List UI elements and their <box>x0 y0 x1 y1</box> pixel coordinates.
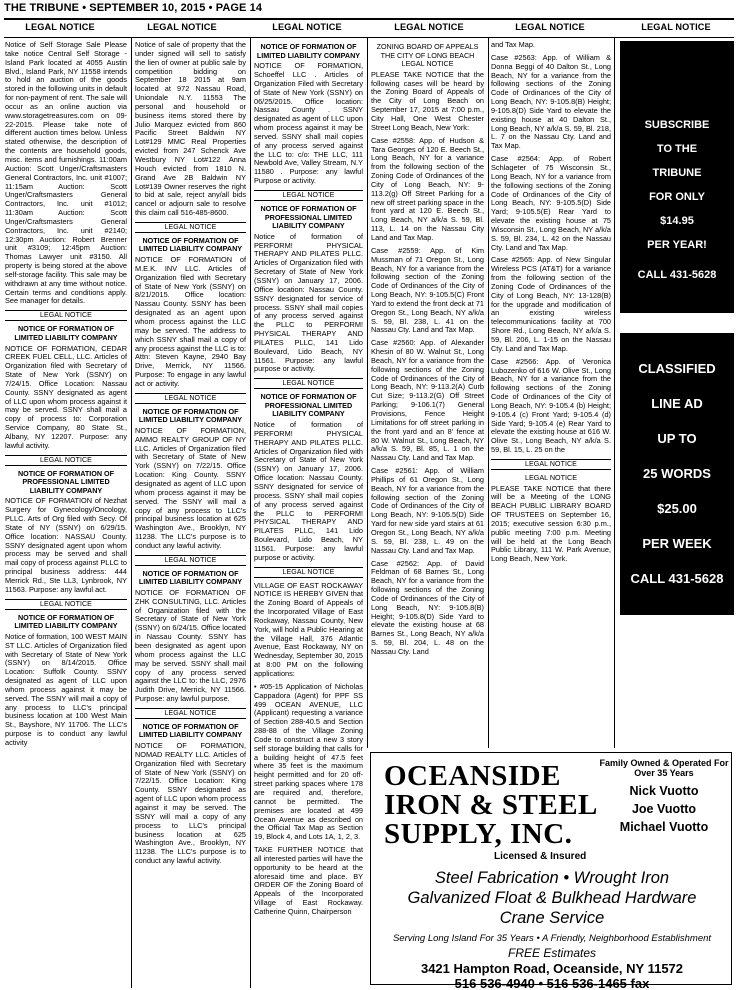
notice-paragraph: and Tax Map. <box>491 41 535 49</box>
company-name <box>384 762 598 849</box>
notice-paragraph: Notice of formation, 100 WEST MAIN ST LLC. Articles of Organization filed with Secretary of State of New York (SSNY) on 8/14/2015. Office Location: Suffolk County. SSNY designated as agent of LLC upon whom process against it may be served. The SSNY will mail a copy of any process to LLC's principal business location at 100 West Main St., Bayshore, NY 11706. The LLC's purpose is to conduct any lawful activity <box>5 631 127 747</box>
notice-paragraph: Case #2563: App. of William & Donna Beggi of 40 Dalton St., Long Beach, NY for a variance from the following sections of the Zoning Code of Ordinances of the City of Long Beach, NY: 9-105.8(B) Height; 9-105.8(D) Side Yard to elevate the existing house at 40 Dalton St., Long Beach, NY a/k/a S. 59, Bl. 218, L. 7 on the Nassau Cty. Land and Tax Map. <box>491 52 611 151</box>
subscribe-ad <box>620 41 734 313</box>
ad-text-line: CLASSIFIED <box>638 361 716 376</box>
notice-title: LEGAL NOTICE <box>524 472 578 482</box>
notice-paragraph: Case #2564: App. of Robert Schlageter of 75 Wisconsin St., Long Beach, NY for a variance from the following sections of the Zoning Code of Ordinances of the City of Long Beach, NY: 9-105.5(D) Side Yard; 9-105.5(E) Rear Yard to elevate the existing house at 75 Wisconsin St., Long Beach, NY a/k/a S. 59, Bl. 234, L. 42 on the Nassau Cty. Land and Tax Map. <box>491 154 611 252</box>
notice-title: NOTICE OF FORMATION OF LIMITED LIABILITY COMPANY <box>138 406 243 425</box>
column-2 <box>135 41 246 985</box>
owner-name: Joe Vuotto <box>631 802 697 816</box>
notice-paragraph: Case #2560: App. of Alexander Khesin of 80 W. Walnut St., Long Beach, NY for a variance from the following sections of the Zoning Code of Ordinances of the City of Long Beach, NY: 9-113.2(A) Curb Cut Size; 9-113.2(G) Off Street Parking; 9-106.1(7) General Provisions, Fence Height Limitations for off street parking in the front yard and an 8' fence at 80 W. Walnut St., Long Beach, NY a/k/a S. 59, Bl. 85, L. 1 on the Nassau Cty. Land and Tax Map. <box>371 338 484 463</box>
notice-paragraph: NOTICE OF FORMATION of M.E.K. INV LLC. Articles of Organization filed with Secretary of State of New York (SSNY) on 8/21/2015. Office location: Nassau County. SSNY has been designated as an agent upon whom process against the LLC may be served. The address to which SSNY shall mail a copy of any process against the LLC is to: Attn: Steven Kayne, 2940 Bay Drive, Merrick, NY 11566. Purpose: To engage in any lawful act or activity. <box>135 255 246 388</box>
ad-text-line: PER WEEK <box>642 536 712 551</box>
notice-paragraph: NOTICE OF FORMATION OF ZHK CONSULTING, LLC. Articles of Organization filed with the Secretary of State of New York (SSNY) on 6/24/15. Office located in Nassau County. SSNY has been designated as agent upon whom process against the LLC may be served. SSNY shall mail copy of any process served against the LLC to: the LLC, 2976 Judith Drive, Merrick, NY 11566. Purpose: any lawful purpose. <box>135 587 246 704</box>
notice-title: NOTICE OF FORMATION OF LIMITED LIABILITY COMPANY <box>14 612 118 631</box>
notice-paragraph: NOTICE OF FORMATION, Schoeffel LLC . Articles of Organization Filed with Secretary of State of New York (SSNY) on 06/25/2015. Office location: Nassau County . SSNY designated as agent of LLC upon whom process against it may be served. SSNY shall mail copies of any process served against the LLC to: c/o: THE LLC, 111 Newbold Ave, Valley Stream, N.Y 11580 . Purpose: any lawful Purpose or activity. <box>254 61 363 186</box>
service-line: Galvanized Float & Bulkhead Hardware <box>407 889 697 907</box>
legal-notice-divider: LEGAL NOTICE <box>5 455 127 466</box>
column-4 <box>371 41 484 749</box>
notice-title: NOTICE OF FORMATION OF LIMITED LIABILITY COMPANY <box>138 568 243 587</box>
notice-paragraph: NOTICE OF FORMATION, CEDAR CREEK FUEL CELL, LLC. Articles of Organization filed with Secretary of State of New York (SSNY) on 7/24/15. Office Location: Nassau County. SSNY designated as agent of LLC upon whom process against it may be served. SSNY shall mail a copy of process to: Corporation Service Company, 80 State St., Albany, NY 12207. Purpose: any lawful activity. <box>5 343 127 450</box>
column-divider <box>131 38 132 988</box>
free-estimates: FREE Estimates <box>507 946 597 960</box>
legal-notice-divider: LEGAL NOTICE <box>5 599 127 610</box>
notice-paragraph: Case #2558: App. of Hudson & Tara Georges of 120 E. Beech St., Long Beach, NY for a variance from the following section of the Zoning Code of Ordinances of the City of Long Beach, NY: 9-113.2(g) Off Street Parking for a new off street parking space in the front yard at 120 E. Beech St., Long Beach, NY a/k/a S. 59, Bl. 113, L. 14 on the Nassau City Land and Tax Map. <box>371 135 484 242</box>
notice-title: NOTICE OF FORMATION OF PROFESSIONAL LIMITED LIABILITY COMPANY <box>260 392 357 419</box>
ad-text-line: CALL 431-5628 <box>630 571 724 586</box>
notice-title: NOTICE OF FORMATION OF LIMITED LIABILITY COMPANY <box>14 324 118 342</box>
notice-paragraph: NOTICE OF FORMATION, NOMAD REALTY LLC. Articles of Organization filed with Secretary of State of New York (SSNY) on 7/22/15. Office Location: King County. SSNY designated as agent of LLC upon whom process against it may be served. The SSNY will mail a copy of any process to LLC's principal business location at 625 Washington Ave., Brooklyn, NY 11238. The LLC's purpose is to conduct any lawful activity. <box>135 741 246 866</box>
column-label: LEGAL NOTICE <box>272 22 342 32</box>
notice-paragraph: NOTICE OF FORMATION, AMMO REALTY GROUP OF NY LLC. Articles of Organization filed with Secretary of State of New York (SSNY) on 7/22/15. Office Location: King County. SSNY designated as agent of LLC upon whom process against it may be served. The SSNY will mail a copy of any process to LLC's principal business location at 625 Washington Ave., Brooklyn, NY 11238. The LLC's purpose is to conduct any lawful activity. <box>135 425 246 550</box>
column-label: LEGAL NOTICE <box>147 22 217 32</box>
notice-paragraph: Case #2565: App. of New Singular Wireless PCS (AT&T) for a variance from the following section of the Zoning Code of Ordinances of the City of Long Beach, NY: 13-128(B) for the upgrade and modification of an existing wireless telecommunications facility at 700 Shore Rd., Long Beach, NY a/k/a S. 59, Bl. 206, L. 1-15 on the Nassau Cty. Land and Tax Map. <box>491 255 611 353</box>
column-header-rule <box>4 37 734 38</box>
notice-paragraph: PLEASE TAKE NOTICE that there will be a Meeting of the LONG BEACH PUBLIC LIBRARY BOARD OF TRUSTEES on September 16, 2015; executive session 6:30 p.m., public meeting 7:00 p.m. Meeting will be held at the Long Beach Public Library, 111 W. Park Avenue, Long Beach, New York. <box>491 483 611 564</box>
column-divider <box>488 38 489 748</box>
ad-text-line: SUBSCRIBE <box>644 119 710 131</box>
oceanside-iron-steel-ad <box>370 752 732 990</box>
notice-paragraph: TAKE FURTHER NOTICE that all interested parties will have the opportunity to be heard at the aforesaid time and place. BY ORDER OF the Zoning Board of Appeals of the Incorporated Village of East Rockaway. Catherine Quinn, Chairperson <box>254 845 363 916</box>
legal-notice-divider: LEGAL NOTICE <box>491 459 611 470</box>
column-label: LEGAL NOTICE <box>25 22 95 32</box>
notice-title: NOTICE OF FORMATION OF LIMITED LIABILITY COMPANY <box>256 42 361 60</box>
ad-text-line: $25.00 <box>657 501 697 516</box>
notice-paragraph: Case #2559: App. of Kim Mussman of 71 Oregon St., Long Beach, NY for a variance from the following section of the Zoning Code of Ordinances of the City of Long Beach, NY: 9-105.5(C) Front Yard to extend the front deck at 71 Oregon St., Long Beach, NY a/k/a S. 59, Bl. 238, L. 41 on the Nassau Cty. Land and Tax Map. <box>371 245 484 335</box>
notice-paragraph: VILLAGE OF EAST ROCKAWAY NOTICE IS HEREBY GIVEN that the Zoning Board of Appeals of the Incorporated Village of East Rockaway, Nassau County, New York, will hold a Public Hearing at the Village Hall, 376 Atlantic Avenue, East Rockaway, NY on Wednesday, September 30, 2015 at 8:00 PM on the following applications: <box>254 580 363 678</box>
ad-text-line: LINE AD <box>651 396 703 411</box>
legal-notice-divider: LEGAL NOTICE <box>5 310 127 321</box>
notice-title: NOTICE OF FORMATION OF PROFESSIONAL LIMITED LIABILITY COMPANY <box>260 204 357 231</box>
notice-paragraph: Notice of Self Storage Sale Please take notice Central Self Storage - Island Park located at 4055 Austin Blvd., Island Park, NY 11558 intends to hold an auction of the goods stored in the following units in default for non-payment of rent. The sale will occur as an online auction via www.storagetreasures.com on 09-22-2015. Please take note of different auction times below. Unless stated otherwise, the description of the contents are household goods, misc. items and furnishings. 11:00am Auction: Scott Unger/Craftsmasters General Contractors, Inc. unit #1007; 11:15am Auction: Scott Unger/Craftsmasters General Contractors, Inc. unit #1012; 11:30am Auction: Scott Unger/Craftsmasters General Contractors, Inc. unit #2140; 12:30pm Auction: Robert Brenner unit #3109; 12:45pm Auction: Thomas Lawyer unit #3150. All property is being stored at the above self-storage facility. This sale may be withdrawn at any time without notice. Certain terms and conditions apply. See manager for details. <box>5 41 127 306</box>
notice-paragraph: Notice of formation of PERFORM! PHYSICAL THERAPY AND PILATES PLLC. Articles of Organization filed with Secretary of State of New York (SSNY) on January 17, 2006. Office location: Nassau County. SSNY designated for service of process. SSNY shall mail copies of any process served against the PLLC to PERFORM! PHYSICAL THERAPY AND PILATES PLLC, 141 Lido Boulevard, Lido Beach, NY 11561. Purpose: any lawful purpose or activity. <box>254 420 363 562</box>
notice-title: NOTICE OF FORMATION OF LIMITED LIABILITY COMPANY <box>138 721 243 740</box>
ad-text-line: CALL 431-5628 <box>637 269 717 281</box>
ad-text-line: UP TO <box>657 431 697 446</box>
notice-paragraph: Notice of formation of PERFORM! PHYSICAL THERAPY AND PILATES PLLC. Articles of Organization filed with Secretary of State of New York (SSNY) on January 17, 2006. Office location: Nassau County. SSNY designated for service of process. SSNY shall mail copies of any process served against the PLLC to PERFORM! PHYSICAL THERAPY AND PILATES PLLC, 141 Lido Boulevard, Lido Beach, NY 11561. Purpose: any lawful purpose or activity. <box>254 231 363 374</box>
classified-ad <box>620 333 734 615</box>
column-5 <box>491 41 611 749</box>
notice-paragraph: Case #2561: App. of William Phillips of 61 Oregon St., Long Beach, NY for a variance from the following section of the Zoning Code of Ordinances of the City of Long Beach, NY: 9-105.5(D) Side Yard for new side yard stairs at 61 Oregon St., Long Beach, NY a/k/a S. 59, Bl. 238, L. 49 on the Nassau Cty. Land and Tax Map. <box>371 466 484 555</box>
notice-paragraph: Notice of sale of property that the under signed will sell to satisfy the lien of owner at public sale by competition bidding on September 18 2015 at 9am located at 972 Nassau Road, Uniondale N.Y. 11553 The personal and household or business items stored there by Julio Marquez evicted from 860 Pacific Street Baldwin NY Lot#129 MMC Real Properties evicted from 247 Schenck Ave Westbury NY Lot#122 Anna Houch evicted from 1810 N. Grand Ave 2B Baldwin NY Lot#139 Owner reserves the right to bid at sale, reject any/all bids cancel or adjourn sale to resolve this claim call 516-485-8600. <box>135 41 246 218</box>
column-divider <box>250 38 251 988</box>
header-rule <box>4 18 734 20</box>
ad-text-line: PER YEAR! <box>647 239 707 251</box>
column-1 <box>5 41 127 985</box>
owner-name: Michael Vuotto <box>619 820 709 834</box>
legal-notice-divider: LEGAL NOTICE <box>135 393 246 404</box>
address: 3421 Hampton Road, Oceanside, NY 11572 <box>420 961 684 976</box>
legal-notice-divider: LEGAL NOTICE <box>254 567 363 578</box>
legal-notice-divider: LEGAL NOTICE <box>254 378 363 389</box>
legal-notice-divider: LEGAL NOTICE <box>135 222 246 233</box>
page-header: THE TRIBUNE • SEPTEMBER 10, 2015 • PAGE 14 <box>4 2 263 14</box>
notice-title: NOTICE OF FORMATION OF PROFESSIONAL LIMITED LIABILITY COMPANY <box>17 468 115 495</box>
licensed-text: Licensed & Insured <box>494 851 587 862</box>
service-line: Crane Service <box>499 909 605 927</box>
ad-text-line: $14.95 <box>660 215 694 227</box>
ad-text-line: TO THE <box>656 143 698 155</box>
ad-text-line: 25 WORDS <box>643 466 711 481</box>
tagline: Serving Long Island For 35 Years • A Friendly, Neighborhood Establishment <box>392 933 712 944</box>
service-line: Steel Fabrication • Wrought Iron <box>434 869 670 887</box>
legal-notice-divider: LEGAL NOTICE <box>135 708 246 719</box>
column-header-row <box>4 22 734 37</box>
family-owned-text: Family Owned & Operated For Over 35 Years <box>599 758 729 778</box>
notice-title: ZONING BOARD OF APPEALS THE CITY OF LONG BEACH LEGAL NOTICE <box>376 42 479 69</box>
company-name-line: SUPPLY, INC. <box>384 818 573 850</box>
notice-paragraph: Case #2566: App. of Veronica Lubozenko of 616 W. Olive St., Long Beach, NY for a variance from the following sections of the Zoning Code of Ordinances of the City of Long Beach, NY: 9-105.4 (b) Height; 9-105.4 (c) Front Yard; 9-105.4 (d) Side Yard; 9-105.4 (e) Rear Yard to elevate the existing house at 616 W. Olive St., Long Beach, NY a/k/a S. 59, Bl. 15, L. 25 on the <box>491 356 611 455</box>
column-divider <box>367 38 368 748</box>
notice-paragraph: PLEASE TAKE NOTICE that the following cases will be heard by the Zoning Board of Appeals of the City of Long Beach on September 17, 2015 at 7:00 p.m., City Hall, One West Chester Street Long Beach, New York: <box>371 69 484 132</box>
notice-paragraph: • #05-15 Application of Nicholas Cappadora (Agent) for PPF SS 499 OCEAN AVENUE, LLC (Applicant) requesting a variance of Section 288-40.5 and Section 288-88 of the Village Zoning Code to construct a new 3 story self storage building that calls for a building height of 47.5 feet where 35 feet is the maximum height permitted and for 20 off-street parking spaces where 178 are required and, therefore, cannot be permitted. The premises are located at 499 Ocean Avenue as described on the Official Tax Map as Section 19, Block 4, and Lots 1A, 1, 2, 3. <box>254 681 363 842</box>
column-3 <box>254 41 363 985</box>
owner-name: Nick Vuotto <box>629 784 699 798</box>
legal-notice-divider: LEGAL NOTICE <box>254 190 363 201</box>
column-label: LEGAL NOTICE <box>641 22 711 32</box>
phone-numbers: 516 536-4940 • 516 536-1465 fax <box>454 976 650 990</box>
company-name-line: IRON & STEEL <box>384 789 598 821</box>
column-label: LEGAL NOTICE <box>515 22 585 32</box>
ad-text-line: TRIBUNE <box>652 167 702 179</box>
column-divider <box>614 38 615 748</box>
legal-notice-divider: LEGAL NOTICE <box>135 555 246 566</box>
notice-paragraph: Case #2562: App. of David Feldman of 68 Barnes St., Long Beach, NY for a variance from the following sections of the Zoning Code of Ordinances of the City of Long Beach, NY: 9-105.8(B) Height; 9-105.8(D) Side Yard to elevate the existing house at 68 Barnes St., Long Beach, NY a/k/a S. 59, Bl. 204, L. 48 on the Nassau Cty. Land <box>371 558 484 656</box>
notice-title: NOTICE OF FORMATION OF LIMITED LIABILITY COMPANY <box>138 235 243 254</box>
ad-text-line: FOR ONLY <box>649 191 705 203</box>
company-name-line: OCEANSIDE <box>384 760 561 792</box>
notice-paragraph: NOTICE OF FORMATION of Nezhat Surgery for Gynecology/Oncology, PLLC. Arts of Org filed with Secy. Of State of NY (SSNY) on 6/29/15. Office location: NASSAU County. SSNY designated agent upon whom process may be served and shall mail copy of process against PLLC to principal business address: 444 Merrick Rd., Ste LL3, Lynbrook, NY 11563. Purpose: any lawful act. <box>5 496 127 594</box>
column-label: LEGAL NOTICE <box>394 22 464 32</box>
